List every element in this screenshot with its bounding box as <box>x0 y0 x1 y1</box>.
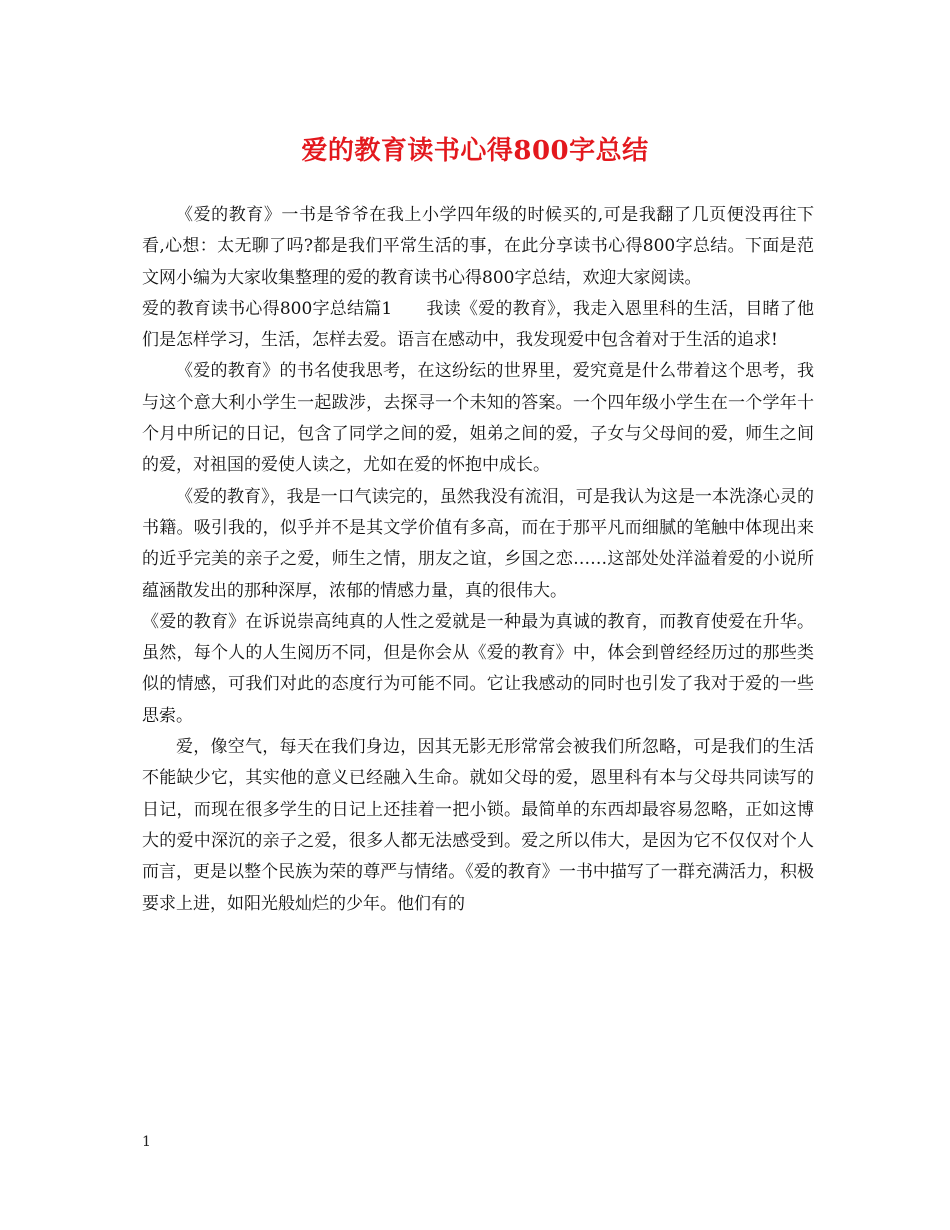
paragraph-book-title: 《爱的教育》的书名使我思考，在这纷纭的世界里，爱究竟是什么带着这个思考，我与这个意大利小学生一起跋涉，去探寻一个未知的答案。一个四年级小学生在一个学年十个月中所记的日记，包含了同学之间的爱，姐弟之间的爱，子女与父母间的爱，师生之间的爱，对祖国的爱使人读之，尤如在爱的怀抱中成长。 <box>142 361 814 476</box>
paragraph-intro: 《爱的教育》一书是爷爷在我上小学四年级的时候买的,可是我翻了几页便没再往下看,心想：太无聊了吗?都是我们平常生活的事，在此分享读书心得800字总结。下面是范文网小编为大家收集整理的爱的教育读书心得800字总结，欢迎大家阅读。 <box>142 205 814 288</box>
document-title: 爱的教育读书心得800字总结 <box>301 136 649 166</box>
paragraph-reading: 《爱的教育》，我是一口气读完的，虽然我没有流泪，可是我认为这是一本洗涤心灵的书籍。吸引我的，似乎并不是其文学价值有多高，而在于那平凡而细腻的笔触中体现出来的近乎完美的亲子之爱，师生之情，朋友之谊，乡国之恋……这部处处洋溢着爱的小说所蕴涵散发出的那种深厚，浓郁的情感力量，真的很伟大。 <box>142 486 814 601</box>
section-heading: 爱的教育读书心得800字总结篇1 <box>142 298 393 319</box>
page-number: 1 <box>142 1134 151 1150</box>
paragraph-love-air: 爱，像空气，每天在我们身边，因其无影无形常常会被我们所忽略，可是我们的生活不能缺少它，其实他的意义已经融入生命。就如父母的爱，恩里科有本与父母共同读写的日记，而现在很多学生的日记上还挂着一把小锁。最简单的东西却最容易忽略，正如这博大的爱中深沉的亲子之爱，很多人都无法感受到。爱之所以伟大，是因为它不仅仅对个人而言，更是以整个民族为荣的尊严与情绪。《爱的教育》一书中描写了一群充满活力，积极要求上进，如阳光般灿烂的少年。他们有的 <box>142 737 814 914</box>
section-first-text: 我读《爱的教育》，我走入恩里科的生活，目睹了他们是怎样学习，生活，怎样去爱。语言在感动中，我发现爱中包含着对于生活的追求! <box>142 298 815 351</box>
document-body <box>142 200 814 920</box>
paragraph-education: 《爱的教育》在诉说崇高纯真的人性之爱就是一种最为真诚的教育，而教育使爱在升华。虽然，每个人的人生阅历不同，但是你会从《爱的教育》中，体会到曾经经历过的那些类似的情感，可我们对此的态度行为可能不同。它让我感动的同时也引发了我对于爱的一些思索。 <box>142 611 814 726</box>
paragraph-section-1 <box>142 294 814 357</box>
